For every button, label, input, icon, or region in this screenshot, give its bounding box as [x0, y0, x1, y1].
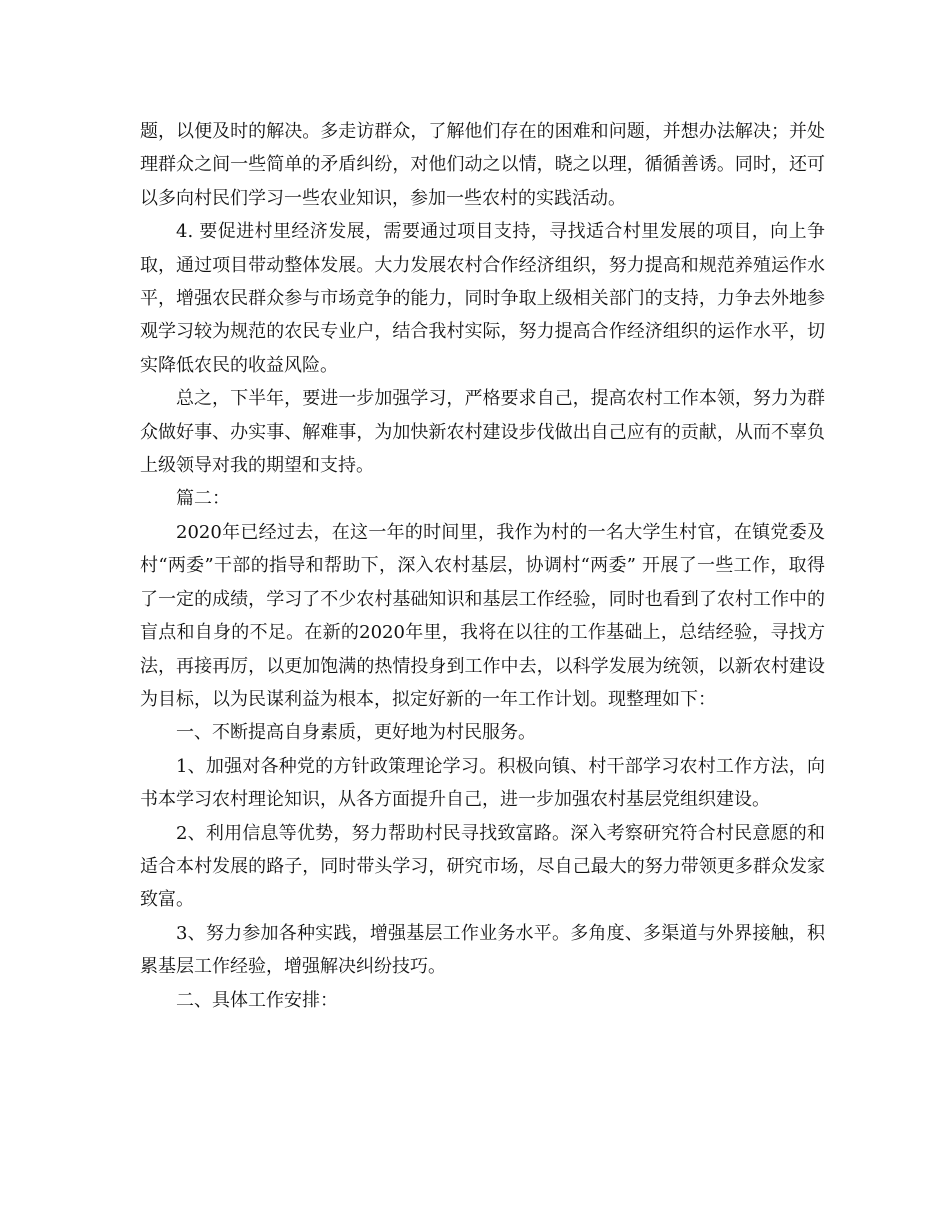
paragraph-item-1: 1、加强对各种党的方针政策理论学习。积极向镇、村干部学习农村工作方法，向书本学习农村理论知识，从各方面提升自己，进一步加强农村基层党组织建设。	[140, 755, 825, 811]
paragraph-intro-2020: 2020年已经过去，在这一年的时间里，我作为村的一名大学生村官，在镇党委及村“两委”干部的指导和帮助下，深入农村基层，协调村“两委” 开展了一些工作，取得了一定的成绩，学习了不少农村基础知识和基层工作经验，同时也看到了农村工作中的盲点和自身的不足。在新的2020年里，我将在以往的工作基础上，总结经验，寻找方法，再接再厉，以更加饱满的热情投身到工作中去，以科学发展为统领，以新农村建设为目标，以为民谋利益为根本，拟定好新的一年工作计划。现整理如下：	[140, 521, 825, 710]
section-heading-part-two: 篇二：	[176, 488, 230, 510]
section-heading-one: 一、不断提高自身素质，更好地为村民服务。	[176, 722, 536, 744]
paragraph-continuation: 题，以便及时的解决。多走访群众，了解他们存在的困难和问题，并想办法解决；并处理群众之间一些简单的矛盾纠纷，对他们动之以情，晓之以理，循循善诱。同时，还可以多向村民们学习一些农业知识，参加一些农村的实践活动。	[140, 121, 825, 209]
document-body	[140, 115, 825, 1017]
paragraph-item-4: 4. 要促进村里经济发展，需要通过项目支持，寻找适合村里发展的项目，向上争取，通过项目带动整体发展。大力发展农村合作经济组织，努力提高和规范养殖运作水平，增强农民群众参与市场竞争的能力，同时争取上级相关部门的支持，力争去外地参观学习较为规范的农民专业户，结合我村实际，努力提高合作经济组织的运作水平，切实降低农民的收益风险。	[140, 221, 825, 376]
paragraph-summary: 总之，下半年，要进一步加强学习，严格要求自己，提高农村工作本领，努力为群众做好事、办实事、解难事，为加快新农村建设步伐做出自己应有的贡献，从而不辜负上级领导对我的期望和支持。	[140, 388, 825, 477]
paragraph-item-2: 2、利用信息等优势，努力帮助村民寻找致富路。深入考察研究符合村民意愿的和适合本村发展的路子，同时带头学习，研究市场，尽自己最大的努力带领更多群众发家致富。	[140, 822, 825, 911]
section-heading-two: 二、具体工作安排：	[176, 989, 338, 1011]
paragraph-item-3: 3、努力参加各种实践，增强基层工作业务水平。多角度、多渠道与外界接触，积累基层工作经验，增强解决纠纷技巧。	[140, 922, 825, 978]
